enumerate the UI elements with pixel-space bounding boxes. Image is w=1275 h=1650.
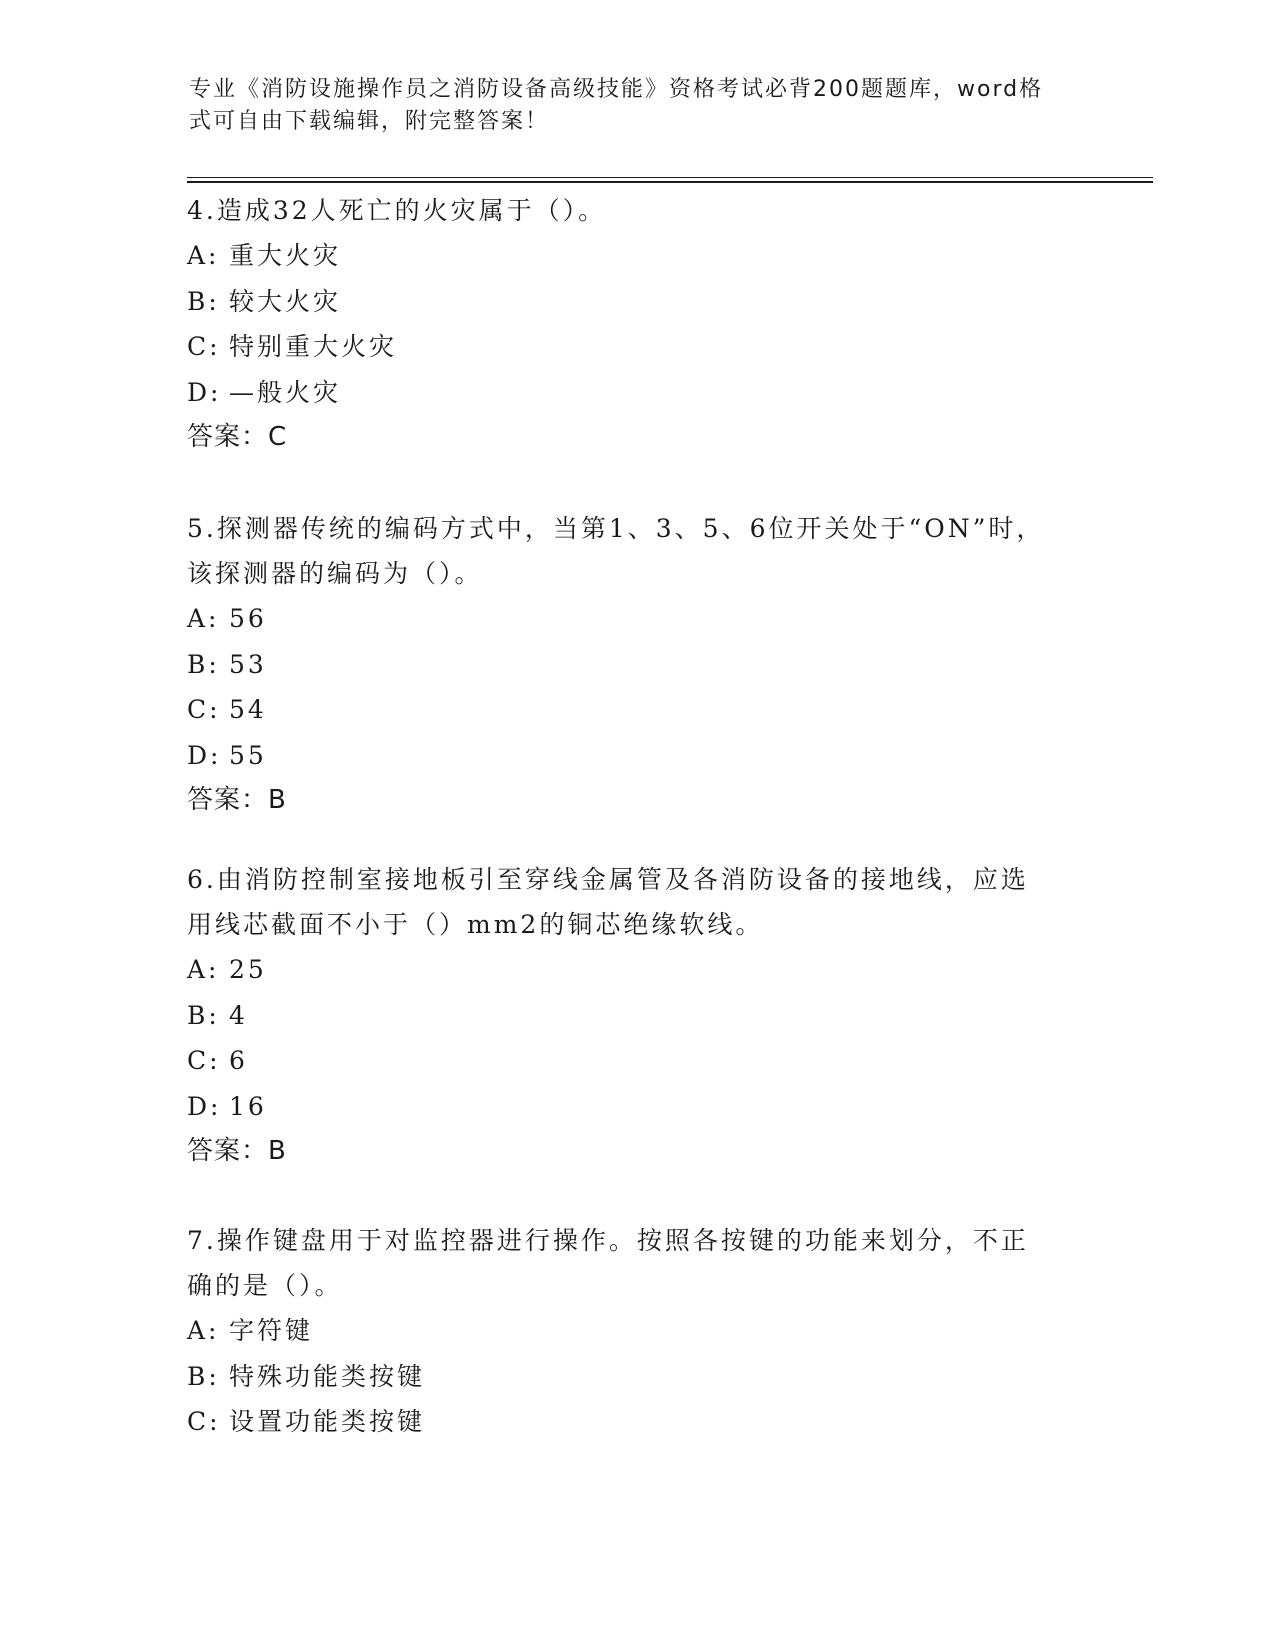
stem-line: 5.探测器传统的编码方式中，当第1、3、5、6位开关处于“ON”时， <box>187 514 1045 543</box>
option-label: D: <box>187 1091 222 1121</box>
option-label: B: <box>187 1361 220 1391</box>
option-text: 56 <box>229 604 267 633</box>
option-a <box>187 596 1087 642</box>
option-c <box>187 1038 1087 1084</box>
question-6 <box>187 857 1087 1174</box>
question-stem <box>187 1218 1087 1308</box>
option-text: 设置功能类按键 <box>229 1407 426 1436</box>
option-b <box>187 1354 1087 1400</box>
option-label: A: <box>187 604 220 633</box>
option-label: B: <box>187 649 220 679</box>
option-label: B: <box>187 286 220 316</box>
option-text: 16 <box>229 1091 267 1121</box>
question-stem <box>187 506 1087 596</box>
option-label: A: <box>187 1316 220 1345</box>
question-stem <box>187 188 1087 233</box>
option-d <box>187 733 1087 779</box>
option-c <box>187 687 1087 733</box>
option-label: C: <box>187 1046 221 1075</box>
option-a <box>187 233 1087 279</box>
answer: 答案：B <box>187 1136 287 1166</box>
stem-line: 确的是（）。 <box>187 1271 343 1300</box>
option-label: A: <box>187 241 220 270</box>
document-header <box>189 74 1069 138</box>
option-text: 特别重大火灾 <box>229 332 398 361</box>
option-text: 重大火灾 <box>229 241 342 270</box>
stem-line: 该探测器的编码为（）。 <box>187 559 483 588</box>
option-b <box>187 993 1087 1039</box>
stem-line: 用线芯截面不小于（）mm2的铜芯绝缘软线。 <box>187 910 764 939</box>
option-label: A: <box>187 955 220 984</box>
question-stem <box>187 857 1087 947</box>
option-d <box>187 1084 1087 1130</box>
question-5 <box>187 506 1087 823</box>
option-text: 54 <box>229 695 267 724</box>
answer: 答案：B <box>187 785 287 815</box>
option-text: 较大火灾 <box>229 286 342 316</box>
option-text: 特殊功能类按键 <box>229 1361 426 1391</box>
option-text: 4 <box>229 1000 248 1030</box>
option-label: D: <box>187 740 222 770</box>
stem-line: 6.由消防控制室接地板引至穿线金属管及各消防设备的接地线，应选 <box>187 865 1029 894</box>
question-4 <box>187 188 1087 460</box>
header-line-1: 专业《消防设施操作员之消防设备高级技能》资格考试必背200题题库，word格 <box>189 77 1044 102</box>
option-label: B: <box>187 1000 220 1030</box>
option-b <box>187 642 1087 688</box>
option-d <box>187 370 1087 416</box>
stem-line: 4.造成32人死亡的火灾属于（）。 <box>187 196 607 225</box>
question-7 <box>187 1218 1087 1445</box>
option-text: 55 <box>229 740 267 770</box>
option-text: 53 <box>229 649 267 679</box>
option-text: 字符键 <box>229 1316 314 1345</box>
option-text: 6 <box>229 1046 248 1075</box>
option-text: —般火灾 <box>229 377 342 407</box>
answer: 答案：C <box>187 422 288 452</box>
option-text: 25 <box>229 955 267 984</box>
option-label: C: <box>187 332 221 361</box>
stem-line: 7.操作键盘用于对监控器进行操作。按照各按键的功能来划分，不正 <box>187 1226 1029 1255</box>
option-a <box>187 947 1087 993</box>
header-rule-thick <box>187 181 1153 183</box>
header-rule-thin <box>187 177 1153 178</box>
option-label: C: <box>187 695 221 724</box>
option-a <box>187 1308 1087 1354</box>
option-b <box>187 279 1087 325</box>
option-c <box>187 324 1087 370</box>
option-label: C: <box>187 1407 221 1436</box>
option-c <box>187 1399 1087 1445</box>
header-line-2: 式可自由下载编辑，附完整答案！ <box>189 109 550 134</box>
option-label: D: <box>187 377 222 407</box>
